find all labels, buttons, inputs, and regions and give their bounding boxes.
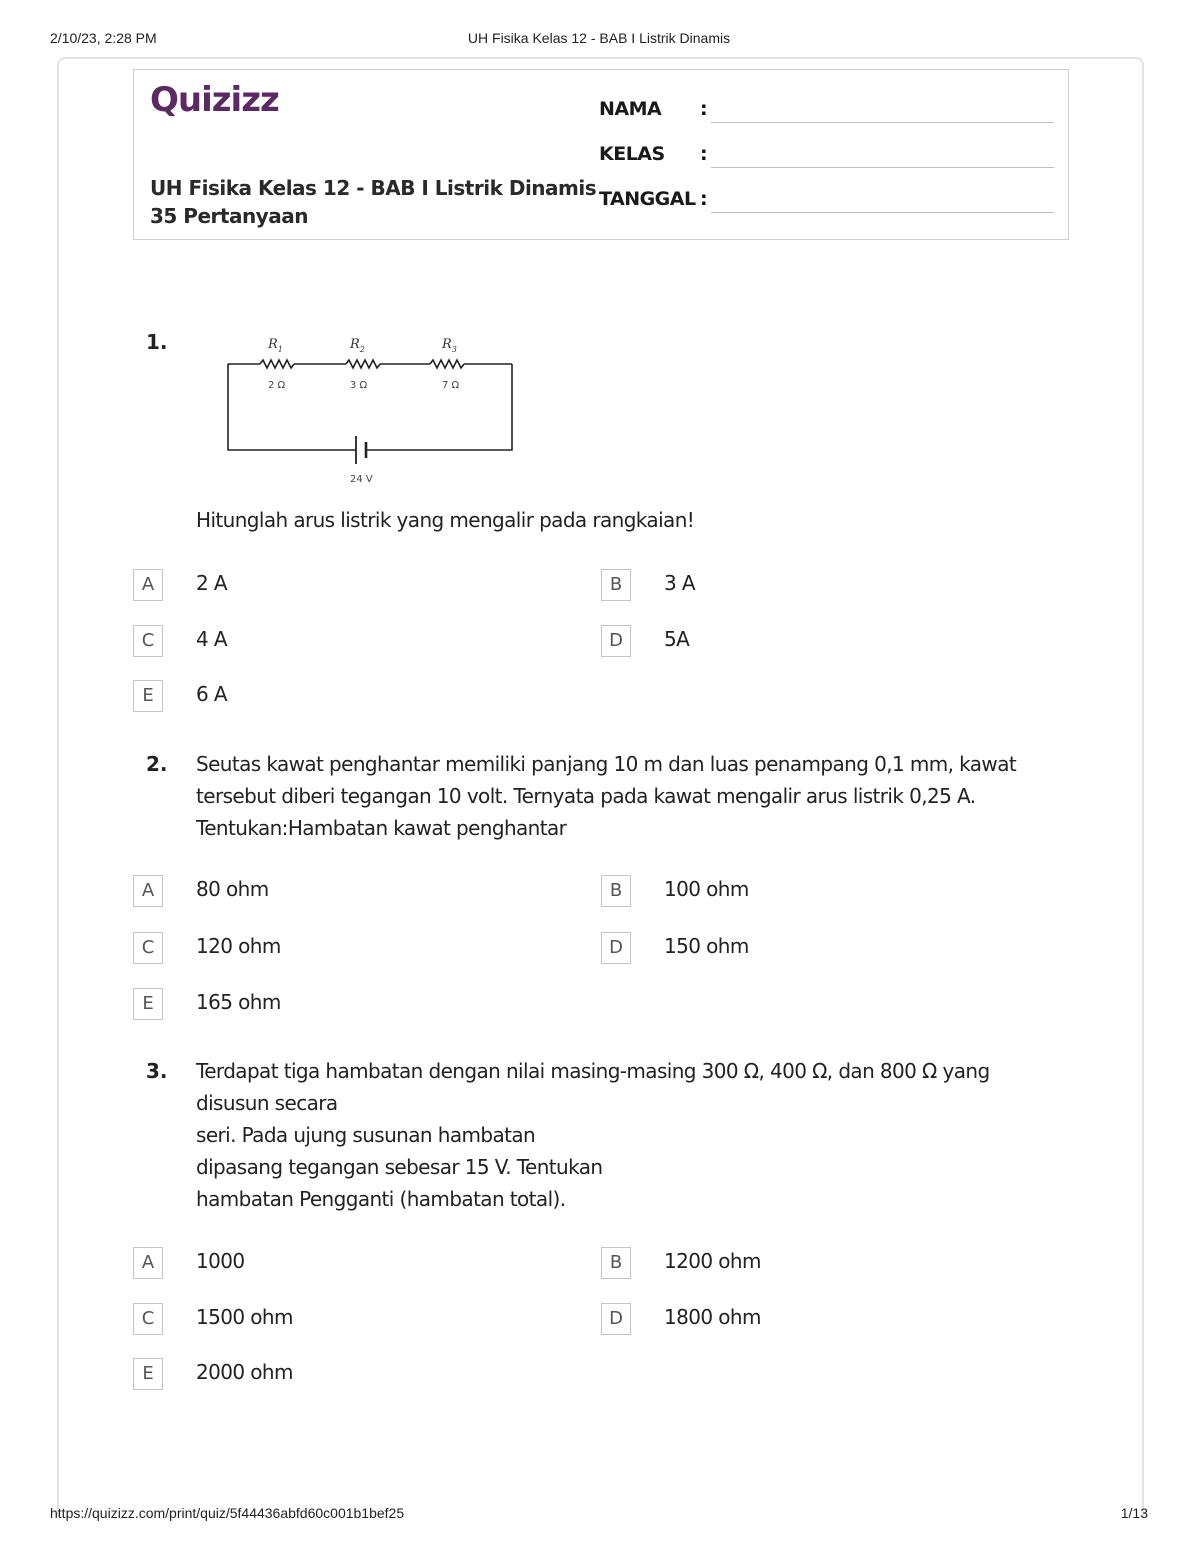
- option-letter: B: [601, 875, 631, 907]
- option-letter: C: [133, 625, 163, 657]
- class-colon: :: [700, 143, 708, 165]
- option-text: 1200 ohm: [664, 1249, 761, 1273]
- resistor-2-value: 3 Ω: [350, 380, 368, 391]
- circuit-wire-frame-left: [228, 364, 356, 450]
- option-text: 6 A: [196, 682, 227, 706]
- resistor-3-label: $R_3$: [442, 337, 457, 354]
- battery-voltage: 24 V: [350, 474, 373, 485]
- circuit-wire-frame: [366, 364, 512, 450]
- question-1-text: [196, 504, 1046, 536]
- question-2-line: Seutas kawat penghantar memiliki panjang 10 m dan luas penampang 0,1 mm, kawat: [196, 752, 1017, 776]
- option-letter: D: [601, 625, 631, 657]
- quiz-title: UH Fisika Kelas 12 - BAB I Listrik Dinamis: [150, 176, 597, 200]
- option-letter: E: [133, 1358, 163, 1390]
- question-3-option-e[interactable]: [133, 1358, 553, 1392]
- option-letter: A: [133, 875, 163, 907]
- date-field: [599, 188, 1054, 218]
- question-3-line: hambatan Pengganti (hambatan total).: [196, 1187, 566, 1211]
- resistor-2-zigzag: [346, 360, 380, 368]
- question-1-option-d[interactable]: [601, 625, 1021, 659]
- resistor-1-value: 2 Ω: [268, 380, 286, 391]
- option-text: 165 ohm: [196, 990, 281, 1014]
- question-1-number: 1.: [146, 330, 168, 354]
- resistor-1-zigzag: [260, 360, 294, 368]
- question-count: 35 Pertanyaan: [150, 204, 308, 228]
- question-2-line: Tentukan:Hambatan kawat penghantar: [196, 816, 567, 840]
- option-letter: E: [133, 988, 163, 1020]
- question-3-line: disusun secara: [196, 1091, 338, 1115]
- class-label: KELAS: [599, 143, 665, 165]
- question-3-option-b[interactable]: [601, 1247, 1021, 1281]
- option-letter: B: [601, 569, 631, 601]
- question-3-line: Terdapat tiga hambatan dengan nilai masing-masing 300 Ω, 400 Ω, dan 800 Ω yang: [196, 1059, 990, 1083]
- option-text: 150 ohm: [664, 934, 749, 958]
- print-footer: [50, 1505, 1148, 1525]
- option-text: 80 ohm: [196, 877, 269, 901]
- name-label: NAMA: [599, 98, 662, 120]
- option-text: 5A: [664, 627, 690, 651]
- date-line: [711, 212, 1054, 213]
- option-text: 2 A: [196, 571, 227, 595]
- option-letter: A: [133, 569, 163, 601]
- question-2-text: [196, 748, 1046, 844]
- question-2-option-c[interactable]: [133, 932, 553, 966]
- option-text: 2000 ohm: [196, 1360, 293, 1384]
- question-3-text: [196, 1055, 1046, 1215]
- option-letter: C: [133, 1303, 163, 1335]
- option-letter: B: [601, 1247, 631, 1279]
- question-2-option-a[interactable]: [133, 875, 553, 909]
- question-1-option-b[interactable]: [601, 569, 1021, 603]
- question-2-option-b[interactable]: [601, 875, 1021, 909]
- option-text: 100 ohm: [664, 877, 749, 901]
- print-datetime: 2/10/23, 2:28 PM: [50, 30, 157, 46]
- class-line: [711, 167, 1054, 168]
- question-2-option-e[interactable]: [133, 988, 553, 1022]
- resistor-3-value: 7 Ω: [442, 380, 460, 391]
- date-label: TANGGAL: [599, 188, 696, 210]
- option-text: 1500 ohm: [196, 1305, 293, 1329]
- option-text: 4 A: [196, 627, 227, 651]
- print-title: UH Fisika Kelas 12 - BAB I Listrik Dinamis: [467, 30, 731, 46]
- question-3-option-d[interactable]: [601, 1303, 1021, 1337]
- name-field: [599, 98, 1054, 128]
- question-3-option-c[interactable]: [133, 1303, 553, 1337]
- question-3-number: 3.: [146, 1059, 168, 1083]
- question-3-line: dipasang tegangan sebesar 15 V. Tentukan: [196, 1155, 603, 1179]
- question-1-option-c[interactable]: [133, 625, 553, 659]
- resistor-2-label: $R_2$: [350, 337, 365, 354]
- option-letter: A: [133, 1247, 163, 1279]
- option-letter: D: [601, 1303, 631, 1335]
- series-circuit-diagram: [222, 330, 518, 490]
- question-1-line: Hitunglah arus listrik yang mengalir pada rangkaian!: [196, 508, 695, 532]
- option-text: 3 A: [664, 571, 695, 595]
- option-text: 120 ohm: [196, 934, 281, 958]
- page-number: 1/13: [1120, 1505, 1148, 1521]
- question-2-number: 2.: [146, 752, 168, 776]
- question-3-line: seri. Pada ujung susunan hambatan: [196, 1123, 536, 1147]
- name-line: [711, 122, 1054, 123]
- option-text: 1800 ohm: [664, 1305, 761, 1329]
- name-colon: :: [700, 98, 708, 120]
- print-url[interactable]: https://quizizz.com/print/quiz/5f44436abfd60c001b1bef25: [50, 1505, 405, 1521]
- question-1-option-e[interactable]: [133, 680, 553, 714]
- option-text: 1000: [196, 1249, 245, 1273]
- option-letter: E: [133, 680, 163, 712]
- resistor-1-label: $R_1$: [268, 337, 283, 354]
- quiz-title-block: [150, 174, 596, 230]
- question-2-option-d[interactable]: [601, 932, 1021, 966]
- option-letter: D: [601, 932, 631, 964]
- question-3-option-a[interactable]: [133, 1247, 553, 1281]
- quiz-header-card: [133, 69, 1069, 240]
- print-header: [50, 30, 1148, 50]
- class-field: [599, 143, 1054, 173]
- question-2-line: tersebut diberi tegangan 10 volt. Ternyata pada kawat mengalir arus listrik 0,25 A.: [196, 784, 976, 808]
- quizizz-logo: Quizizz: [150, 80, 279, 120]
- resistor-3-zigzag: [430, 360, 464, 368]
- option-letter: C: [133, 932, 163, 964]
- question-1-option-a[interactable]: [133, 569, 553, 603]
- date-colon: :: [700, 188, 708, 210]
